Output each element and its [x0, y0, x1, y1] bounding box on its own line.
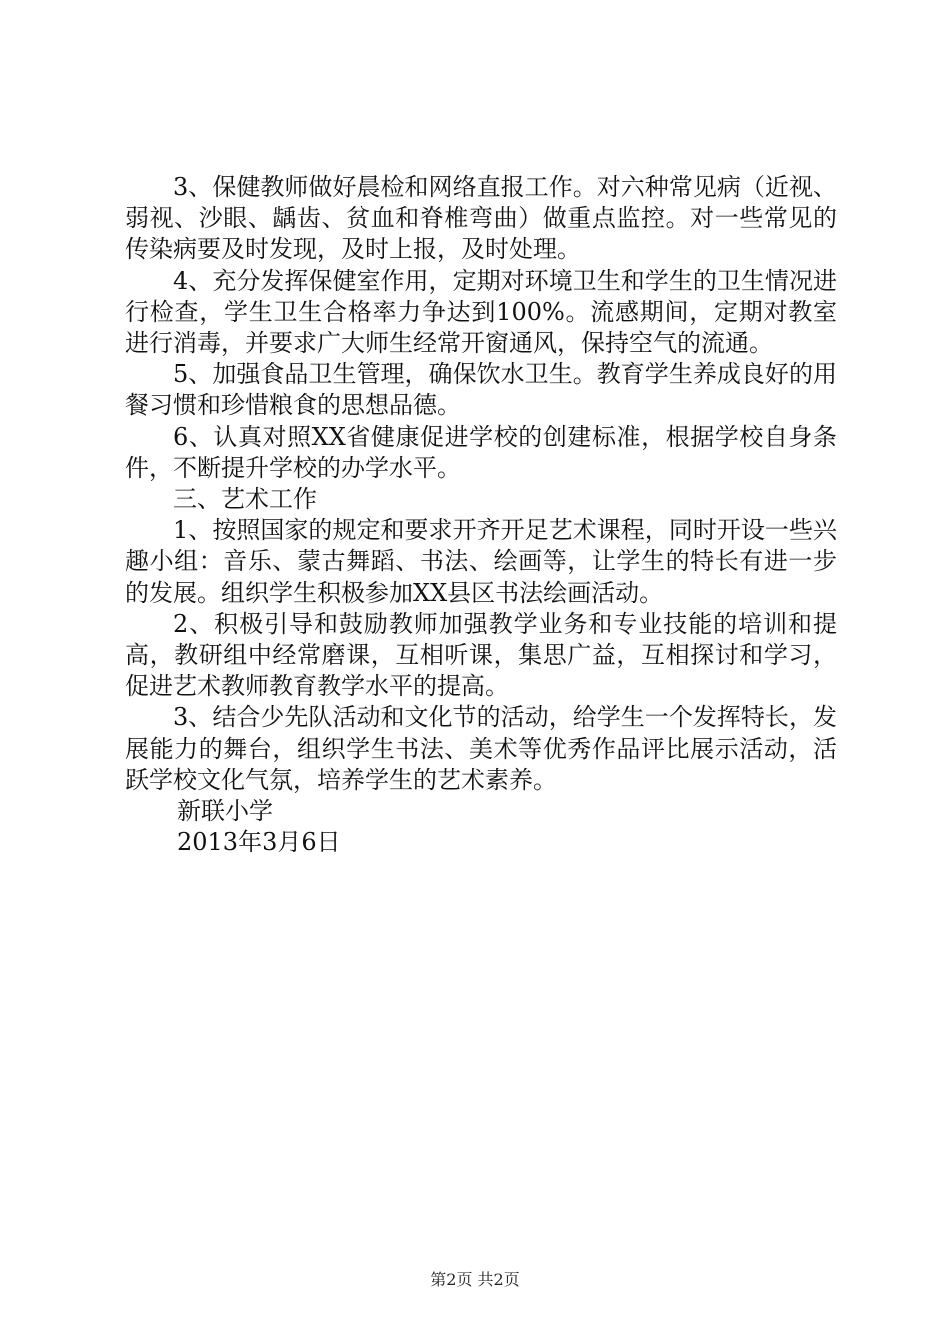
paragraph-art-item-3: 3、结合少先队活动和文化节的活动，给学生一个发挥特长，发展能力的舞台，组织学生书法、美术等优秀作品评比展示活动，活跃学校文化气氛，培养学生的艺术素养。	[125, 703, 837, 794]
paragraph-health-item-4: 4、充分发挥保健室作用，定期对环境卫生和学生的卫生情况进行检查，学生卫生合格率力争达到100%。流感期间，定期对教室进行消毒，并要求广大师生经常开窗通风，保持空气的流通。	[125, 266, 837, 358]
signature-date: 2013年3月6日	[177, 828, 341, 857]
paragraph-art-item-2: 2、积极引导和鼓励教师加强教学业务和专业技能的培训和提高，教研组中经常磨课，互相听课，集思广益，互相探讨和学习，促进艺术教师教育教学水平的提高。	[125, 609, 837, 701]
document-body	[125, 172, 837, 858]
paragraph-health-item-5: 5、加强食品卫生管理，确保饮水卫生。教育学生养成良好的用餐习惯和珍惜粮食的思想品德。	[125, 360, 837, 420]
page-footer: 第2页 共2页	[430, 1270, 520, 1289]
signature-school-name: 新联小学	[177, 797, 273, 826]
paragraph-health-item-3: 3、保健教师做好晨检和网络直报工作。对六种常见病（近视、弱视、沙眼、龋齿、贫血和脊椎弯曲）做重点监控。对一些常见的传染病要及时发现，及时上报，及时处理。	[125, 173, 837, 264]
section-heading-art-work: 三、艺术工作	[173, 485, 317, 514]
paragraph-health-item-6: 6、认真对照XX省健康促进学校的创建标准，根据学校自身条件，不断提升学校的办学水平。	[125, 422, 837, 482]
paragraph-art-item-1: 1、按照国家的规定和要求开齐开足艺术课程，同时开设一些兴趣小组：音乐、蒙古舞蹈、书法、绘画等，让学生的特长有进一步的发展。组织学生积极参加XX县区书法绘画活动。	[125, 516, 837, 607]
